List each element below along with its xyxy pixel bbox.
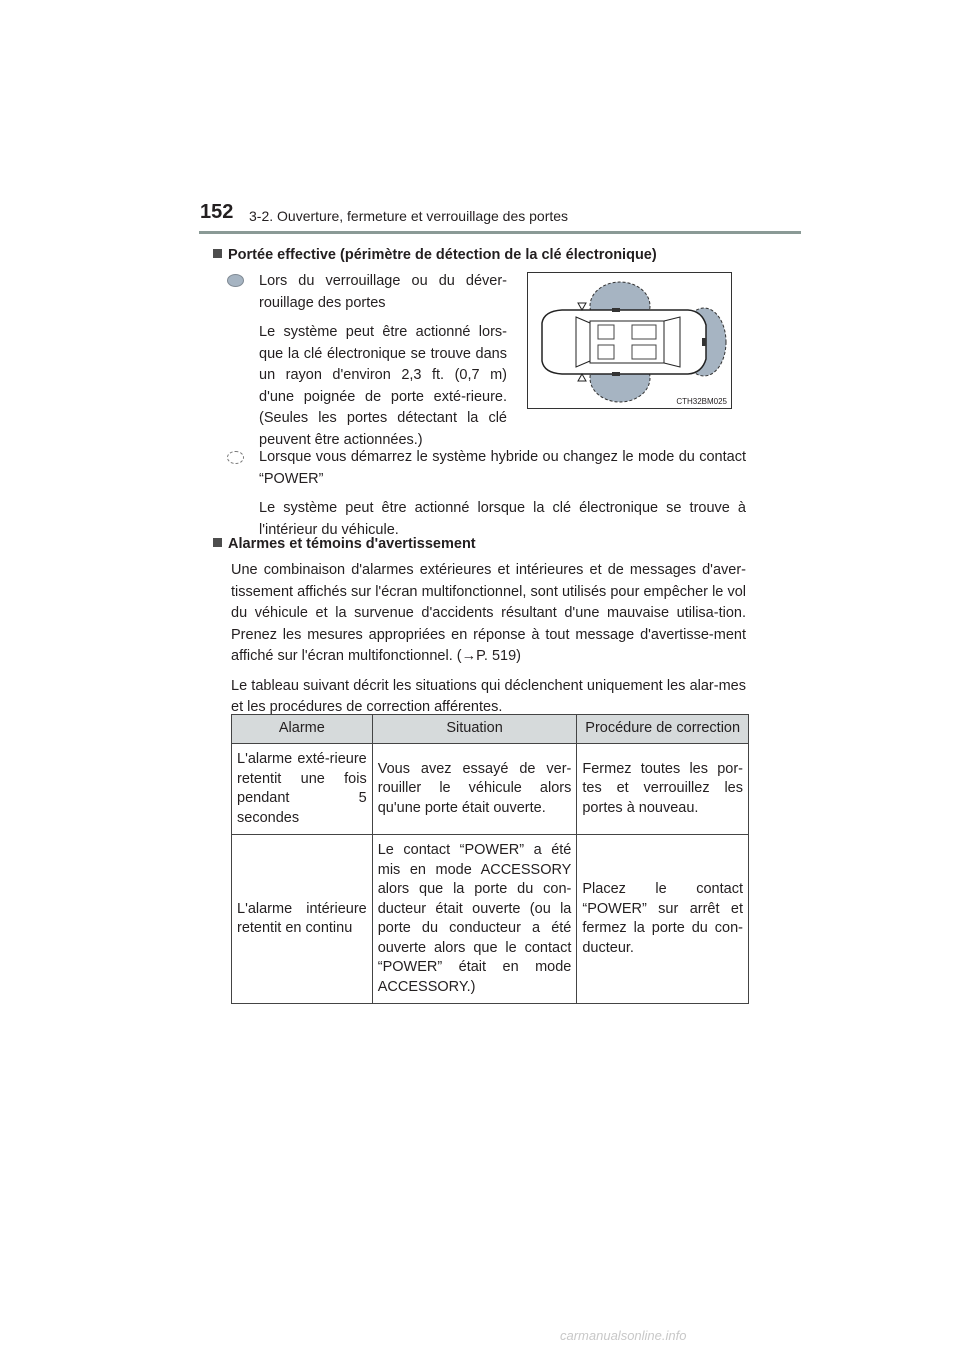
legend-item-doors-body: Le système peut être actionné lors-que la clé électronique se trouve dans un rayon d'environ 2,3 ft. (0,7 m) d'une poignée de porte exté-rieure. (Seules les portes détectant la clé peuvent être actionnées.): [259, 324, 507, 448]
figure-code: CTH32BM025: [676, 397, 727, 406]
table-cell: Fermez toutes les por-tes et verrouillez les portes à nouveau.: [577, 744, 749, 835]
alarm-table: [231, 714, 749, 1004]
detection-range-figure: [527, 272, 732, 409]
section-effective-range-heading: Portée effective (périmètre de détection de la clé électronique): [213, 247, 657, 263]
alarms-paragraph-2: Le tableau suivant décrit les situations qui déclenchent uniquement les alar-mes et les procédures de correction afférentes.: [231, 677, 746, 715]
table-cell: Placez le contact “POWER” sur arrêt et fermez la porte du con-ducteur.: [577, 835, 749, 1004]
watermark: carmanualsonline.info: [560, 1328, 687, 1343]
table-cell: Vous avez essayé de ver-rouiller le véhicule alors qu'une porte était ouverte.: [372, 744, 577, 835]
car-topview-illustration: [528, 273, 731, 408]
header-rule: [199, 231, 801, 234]
square-bullet-icon: [213, 249, 222, 258]
section-alarms-heading: Alarmes et témoins d'avertissement: [213, 536, 476, 552]
chapter-title: 3-2. Ouverture, fermeture et verrouillage des portes: [249, 208, 569, 224]
legend-item-interior-lead: Lorsque vous démarrez le système hybride ou changez le mode du contact “POWER”: [259, 449, 746, 487]
table-header-cell: Alarme: [232, 715, 373, 744]
page-number: 152: [200, 201, 234, 223]
dashed-oval-legend-icon: [227, 451, 244, 464]
alarms-description: [231, 560, 746, 719]
filled-oval-legend-icon: [227, 274, 244, 287]
table-cell: L'alarme intérieure retentit en continu: [232, 835, 373, 1004]
square-bullet-icon: [213, 538, 222, 547]
alarms-paragraph-1: Une combinaison d'alarmes extérieures et intérieures et de messages d'aver-tissement affichés sur l'écran multifonctionnel, sont utilisés pour empêcher le vol du véhicule et la survenue d'accidents résultant d'une mauvaise utilisa-tion. Prenez les mesures appropriées en réponse à tout message d'avertisse-ment affiché sur l'écran multifonctionnel. (→P. 519): [231, 562, 746, 664]
table-cell: L'alarme exté-rieure retentit une fois pendant 5 secondes: [232, 744, 373, 835]
legend-item-doors: [259, 271, 507, 451]
table-header-row: [232, 715, 749, 744]
table-row: [232, 744, 749, 835]
table-header-cell: Procédure de correction: [577, 715, 749, 744]
table-cell: Le contact “POWER” a été mis en mode ACCESSORY alors que la porte du con-ducteur était ouverte (ou la porte du conducteur a été ouverte alors que le contact “POWER” était en mode ACCESSORY.): [372, 835, 577, 1004]
legend-item-interior-body: Le système peut être actionné lorsque la clé électronique se trouve à l'intérieur du véhicule.: [259, 500, 746, 538]
legend-item-doors-lead: Lors du verrouillage ou du déver-rouillage des portes: [259, 273, 507, 311]
legend-item-interior: [259, 447, 746, 541]
table-row: [232, 835, 749, 1004]
table-header-cell: Situation: [372, 715, 577, 744]
